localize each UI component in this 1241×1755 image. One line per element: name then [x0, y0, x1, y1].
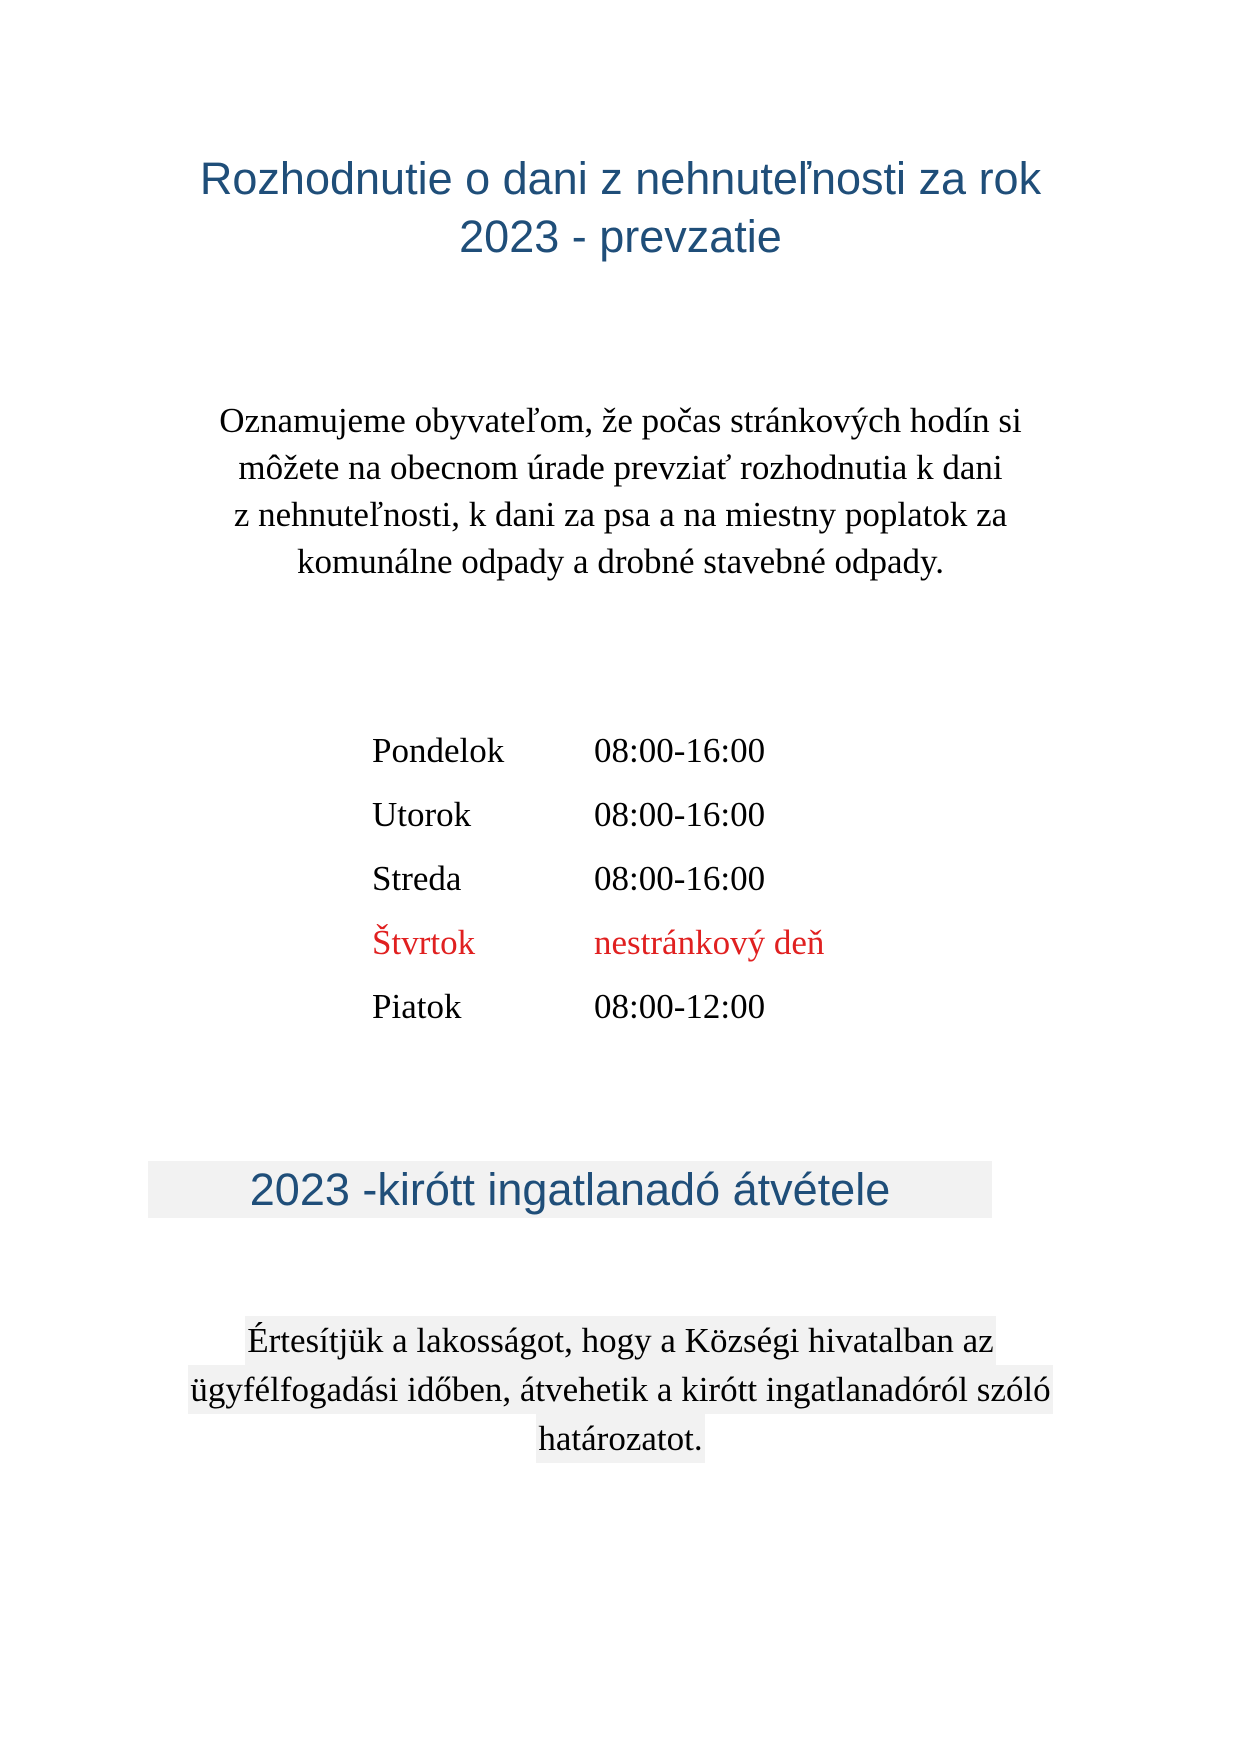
hungarian-notice	[120, 1316, 1121, 1463]
office-hours-table	[372, 724, 824, 1044]
hungarian-title: 2023 -kirótt ingatlanadó átvétele	[148, 1161, 992, 1218]
slovak-title-line-1: Rozhodnutie o dani z nehnuteľnosti za rok	[199, 153, 1042, 204]
slovak-notice-line-2: môžete na obecnom úrade prevziať rozhodnutia k dani	[238, 448, 1003, 487]
day-name: Streda	[372, 859, 462, 898]
office-hours-row-friday	[372, 980, 824, 1044]
office-hours-row-wednesday	[372, 852, 824, 916]
day-hours: 08:00-12:00	[594, 987, 766, 1026]
slovak-notice-line-4: komunálne odpady a drobné stavebné odpady.	[297, 542, 944, 581]
hungarian-notice-line-1: Értesítjük a lakosságot, hogy a Községi hivatalban az	[245, 1316, 995, 1365]
office-hours-row-monday	[372, 724, 824, 788]
slovak-title-line-2: 2023 - prevzatie	[459, 211, 782, 262]
office-hours-row-thursday	[372, 916, 824, 980]
slovak-notice-line-3: z nehnuteľnosti, k dani za psa a na miestny poplatok za	[233, 495, 1008, 534]
day-hours: 08:00-16:00	[594, 731, 766, 770]
slovak-notice	[150, 397, 1091, 585]
day-name: Piatok	[372, 987, 462, 1026]
office-hours-row-tuesday	[372, 788, 824, 852]
day-name: Štvrtok	[372, 923, 476, 962]
slovak-notice-line-1: Oznamujeme obyvateľom, že počas stránkových hodín si	[219, 401, 1022, 440]
day-name: Utorok	[372, 795, 472, 834]
day-hours: 08:00-16:00	[594, 795, 766, 834]
day-hours: nestránkový deň	[594, 923, 825, 962]
day-hours: 08:00-16:00	[594, 859, 766, 898]
hungarian-notice-line-2: ügyfélfogadási időben, átvehetik a kirótt ingatlanadóról szóló	[188, 1365, 1052, 1414]
slovak-title	[120, 150, 1121, 266]
hungarian-notice-line-3: határozatot.	[536, 1414, 704, 1463]
day-name: Pondelok	[372, 731, 505, 770]
